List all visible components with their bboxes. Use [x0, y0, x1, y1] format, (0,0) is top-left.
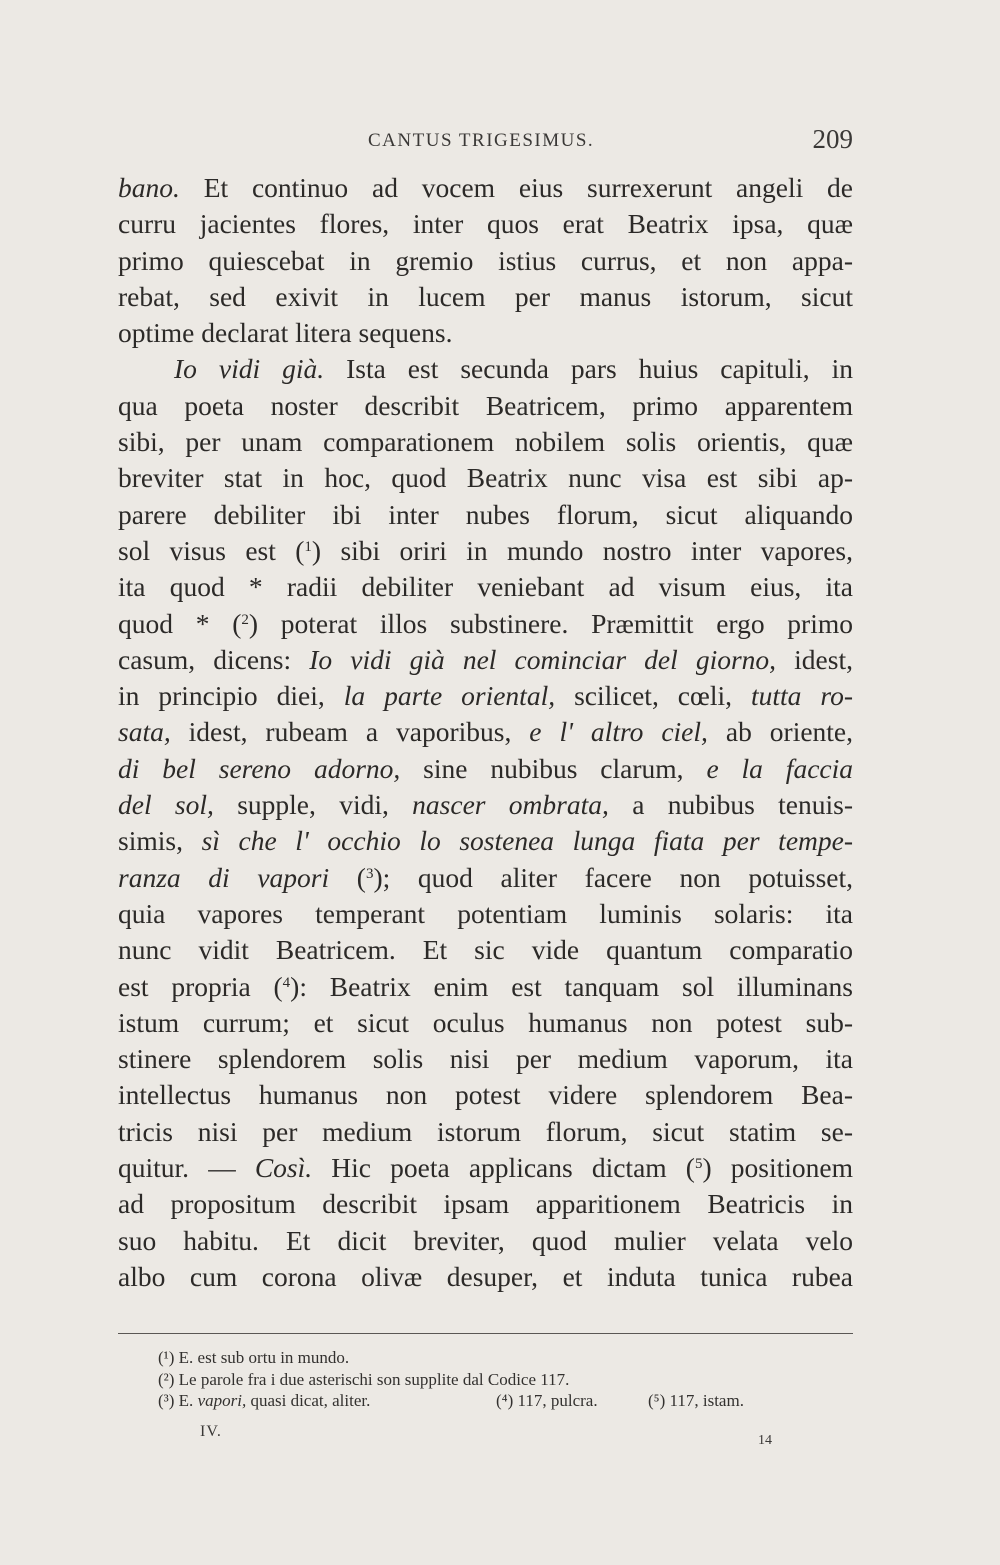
footnote-ref: 5 — [694, 1156, 703, 1173]
text-line — [118, 533, 853, 569]
text-line — [118, 823, 853, 859]
footnote-rule — [118, 1333, 853, 1334]
text-line — [118, 497, 853, 533]
italic-segment: Io vidi già. — [174, 353, 325, 385]
text-segment: ): Beatrix enim est tanquam sol illuminans — [290, 970, 853, 1002]
text-segment: primo quiescebat in gremio istius currus, et non appa- — [118, 244, 853, 276]
text-segment: rebat, sed exivit in lucem per manus istorum, sicut — [118, 280, 853, 312]
text-segment: ( — [329, 861, 366, 893]
text-segment: suo habitu. Et dicit breviter, quod mulier velata velo — [118, 1224, 853, 1256]
main-text — [118, 170, 853, 1295]
text-segment: quia vapores temperant potentiam luminis solaris: ita — [118, 897, 853, 929]
text-line — [118, 1005, 853, 1041]
italic-segment: bano. — [118, 172, 180, 203]
text-line — [118, 1186, 853, 1222]
text-segment: supple, vidi, — [213, 789, 413, 821]
text-segment: intellectus humanus non potest videre splendorem Bea- — [118, 1079, 853, 1111]
text-segment: ab oriente, — [707, 716, 854, 748]
footnote-3-rest: quasi dicat, aliter. — [246, 1391, 371, 1410]
italic-segment: e l' altro ciel, — [529, 716, 708, 748]
text-segment: sine nubibus clarum, — [400, 752, 707, 784]
text-line — [118, 206, 853, 242]
italic-segment: sata, — [118, 716, 171, 748]
text-segment: curru jacientes flores, inter quos erat Beatrix ipsa, quæ — [118, 208, 853, 240]
text-segment: ) sibi oriri in mundo nostro inter vapores, — [311, 534, 853, 566]
footnote-5: (⁵) 117, istam. — [648, 1391, 744, 1410]
italic-segment: Così. — [254, 1152, 313, 1184]
text-segment: parere debiliter ibi inter nubes florum, sicut aliquando — [118, 498, 853, 530]
text-segment: istum currum; et sicut oculus humanus non potest sub- — [118, 1006, 853, 1038]
text-segment: ) positionem — [702, 1152, 853, 1184]
text-line — [118, 860, 853, 896]
text-segment: nunc vidit Beatricem. Et sic vide quantum comparatio — [118, 934, 853, 966]
text-line — [118, 1150, 853, 1186]
text-segment: est propria ( — [118, 970, 283, 1002]
italic-segment: e la faccia — [706, 752, 853, 784]
footnote-3 — [158, 1390, 370, 1412]
text-line — [118, 606, 853, 642]
page-number: 209 — [812, 124, 853, 154]
text-line — [118, 279, 853, 315]
footnote-row-3-4-5 — [158, 1390, 858, 1412]
text-line — [118, 932, 853, 968]
text-line — [118, 1259, 853, 1295]
text-line — [118, 424, 853, 460]
text-line — [118, 243, 853, 279]
footnote-ref: 2 — [241, 611, 249, 628]
text-segment: idest, rubeam a vaporibus, — [170, 716, 530, 748]
sheet-signature: 14 — [758, 1433, 772, 1448]
text-segment: albo cum corona olivæ desuper, et induta tunica rubea — [118, 1260, 853, 1292]
text-segment: a nubibus tenuis- — [608, 789, 853, 821]
text-segment: optime declarat litera sequens. — [118, 317, 453, 349]
italic-segment: Io vidi già nel cominciar del giorno, — [309, 643, 777, 675]
text-segment: ad propositum describit ipsam apparitionem Beatricis in — [118, 1188, 853, 1220]
text-segment: tricis nisi per medium istorum florum, sicut statim se- — [118, 1115, 853, 1147]
text-line — [118, 642, 853, 678]
footnote-3-italic: vapori, — [197, 1391, 247, 1410]
text-line — [118, 388, 853, 424]
text-segment: scilicet, cœli, — [555, 680, 752, 712]
text-line — [118, 714, 853, 750]
text-segment: sol visus est ( — [118, 534, 305, 566]
footnote-2: (²) Le parole fra i due asterischi son supplite dal Codice 117. — [158, 1369, 570, 1389]
italic-segment: la parte oriental, — [343, 680, 556, 712]
footnote-4: (⁴) 117, pulcra. — [496, 1391, 598, 1410]
italic-segment: nascer ombrata, — [412, 789, 609, 821]
text-line — [118, 678, 853, 714]
text-line — [118, 1223, 853, 1259]
text-line — [118, 315, 853, 351]
footnote-ref: 4 — [282, 974, 291, 991]
text-line — [118, 1041, 853, 1077]
text-segment: sibi, per unam comparationem nobilem solis orientis, quæ — [118, 426, 853, 458]
text-segment: quitur. — — [118, 1152, 255, 1184]
text-line — [118, 896, 853, 932]
italic-segment: tutta ro- — [751, 680, 854, 712]
footnote-1: (¹) E. est sub ortu in mundo. — [158, 1348, 350, 1367]
text-segment: stinere splendorem solis nisi per medium vaporum, ita — [118, 1043, 853, 1075]
text-segment: breviter stat in hoc, quod Beatrix nunc visa est sibi ap- — [118, 462, 853, 494]
running-title: CANTUS TRIGESIMUS. — [368, 130, 595, 151]
text-line — [118, 170, 853, 206]
text-line — [118, 351, 853, 387]
text-line — [118, 1077, 853, 1113]
italic-segment: sì che l' occhio lo sostenea lunga fiata per tempe- — [201, 825, 853, 857]
text-segment: simis, — [118, 825, 202, 857]
footnote-3-mark: (³) E. — [158, 1391, 198, 1410]
text-segment: ) poterat illos substinere. Præmittit ergo primo — [248, 607, 853, 639]
text-line — [118, 751, 853, 787]
text-segment: qua poeta noster describit Beatricem, primo apparentem — [118, 389, 853, 421]
text-segment: ); quod aliter facere non potuisset, — [373, 861, 853, 893]
text-segment: idest, — [776, 643, 853, 675]
running-head — [118, 122, 853, 162]
footnote-ref: 1 — [304, 538, 312, 555]
footnote-ref: 3 — [365, 865, 374, 882]
footnotes — [158, 1347, 858, 1412]
text-line — [118, 787, 853, 823]
text-segment: in principio diei, — [118, 680, 344, 712]
text-segment: Et continuo ad vocem eius surrexerunt angeli de — [179, 172, 853, 203]
text-segment: casum, dicens: — [118, 643, 310, 675]
text-line — [118, 1114, 853, 1150]
volume-signature: IV. — [200, 1423, 222, 1440]
italic-segment: di bel sereno adorno, — [118, 752, 401, 784]
text-line — [118, 569, 853, 605]
italic-segment: ranza di vapori — [118, 861, 330, 893]
text-segment: ita quod * radii debiliter veniebant ad visum eius, ita — [118, 571, 853, 603]
italic-segment: del sol, — [118, 789, 214, 821]
text-segment: Ista est secunda pars huius capituli, in — [324, 353, 853, 385]
text-segment: quod * ( — [118, 607, 242, 639]
text-line — [118, 969, 853, 1005]
text-segment: Hic poeta applicans dictam ( — [312, 1152, 695, 1184]
text-line — [118, 460, 853, 496]
